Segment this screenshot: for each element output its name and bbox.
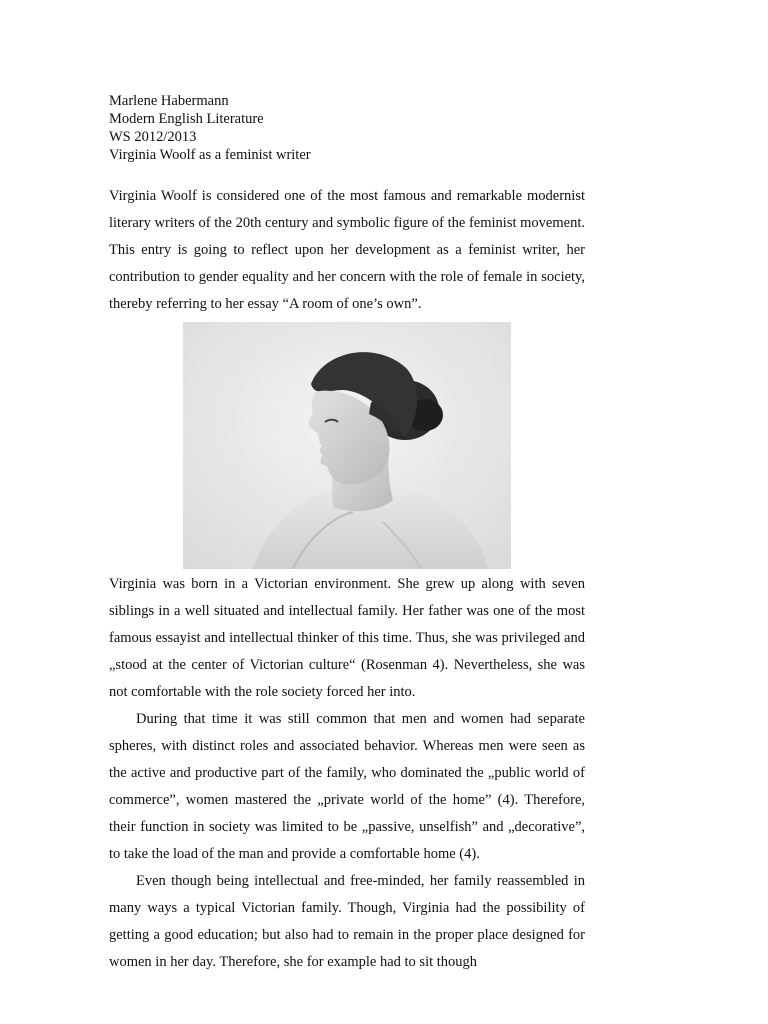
body-paragraph: During that time it was still common that men and women had separate spheres, with distinct roles and associated behavior. Whereas men were seen as the active and productive part of the family, who dominated the „public world of commerce”, women mastered the „private world of the home” (4). Therefore, their function in society was limited to be „passive, unselfish” and „decorative”, to take the load of the man and provide a comfortable home (4). [109,711,585,862]
intro-section [109,183,585,318]
body-paragraph: Virginia was born in a Victorian environment. She grew up along with seven siblings in a well situated and intellectual family. Her father was one of the most famous essayist and intellectual thinker of this time. Thus, she was privileged and „stood at the center of Victorian culture“ (Rosenman 4). Nevertheless, she was not comfortable with the role society forced her into. [109,576,585,700]
intro-paragraph: Virginia Woolf is considered one of the most famous and remarkable modernist literary writers of the 20th century and symbolic figure of the feminist movement. This entry is going to reflect upon her development as a feminist writer, her contribution to gender equality and her concern with the role of female in society, thereby referring to her essay “A room of one’s own”. [109,188,585,312]
document-header [109,92,589,164]
main-section [109,571,585,976]
portrait-photo [183,322,511,569]
author-name: Marlene Habermann [109,93,229,109]
semester: WS 2012/2013 [109,129,197,145]
course-name: Modern English Literature [109,111,264,127]
essay-topic: Virginia Woolf as a feminist writer [109,147,311,163]
portrait-photo-icon [183,322,511,569]
body-paragraph: Even though being intellectual and free-minded, her family reassembled in many ways a typical Victorian family. Though, Virginia had the possibility of getting a good education; but also had to remain in the proper place designed for women in her day. Therefore, she for example had to sit though [109,873,585,970]
